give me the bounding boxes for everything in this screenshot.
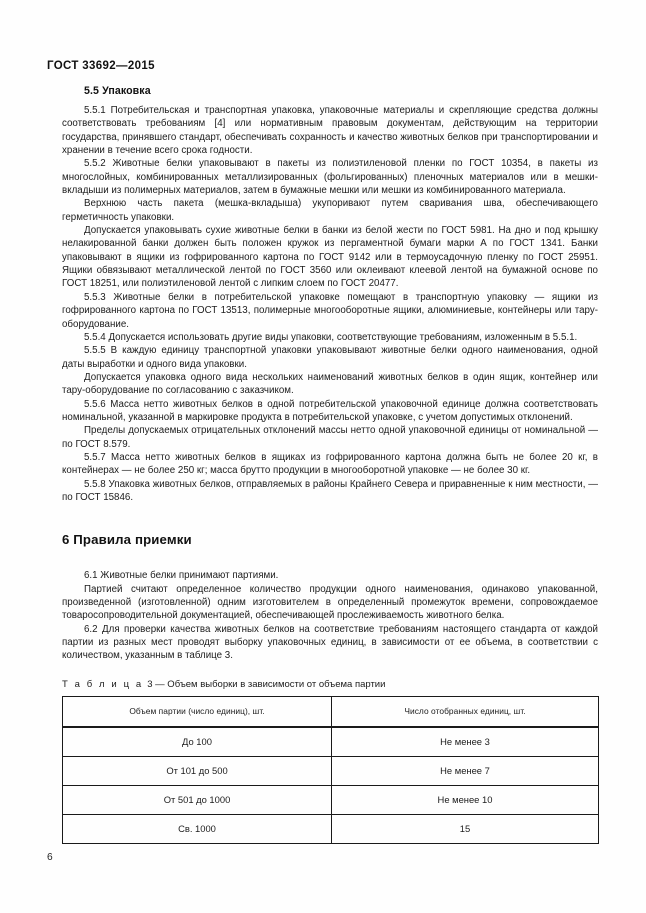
- cell-batch-volume: От 101 до 500: [63, 756, 332, 785]
- paragraph-tinplate-cans: Допускается упаковывать сухие животные белки в банки из белой жести по ГОСТ 5981. На дно и под крышку нелакированной банки должен быть положен кружок из пергаментной бумаги марки А по ГОСТ 1341. Банки упаковывают в ящики из гофрированного картона по ГОСТ 9142 или в термоусадочную пленку по ГОСТ 25951. Ящики обвязывают металлической лентой по ГОСТ 3560 или оклеивают клеевой лентой на бумажной основе по ГОСТ 18251, или полиэтиленовой лентой с липким слоем по ГОСТ 20477.: [62, 225, 598, 290]
- table-caption-label: Т а б л и ц а: [62, 678, 144, 690]
- table-body: [63, 727, 599, 844]
- cell-selected-units: 15: [332, 814, 599, 843]
- table-sampling-volume: [62, 696, 599, 844]
- paragraph-5-5-5: 5.5.5 В каждую единицу транспортной упаковки упаковывают животные белки одного наименования, одной даты выработки и одного вида упаковки.: [62, 345, 598, 370]
- page-content: [62, 85, 598, 844]
- paragraph-5-5-4: 5.5.4 Допускается использовать другие виды упаковки, соответствующие требованиям, изложенным в 5.5.1.: [84, 331, 578, 343]
- table-row: [63, 785, 599, 814]
- spacer-before-section-6: [62, 504, 598, 532]
- paragraph-5-5-3: 5.5.3 Животные белки в потребительской упаковке помещают в транспортную упаковку — ящики из гофрированного картона по ГОСТ 13513, полимерные многооборотные ящики, алюминиевые, контейнеры или тару-оборудование.: [62, 291, 598, 330]
- paragraph-5-5-1: 5.5.1 Потребительская и транспортная упаковка, упаковочные материалы и скрепляющие средства должны соответствовать требованиям [4] или нормативным правовым документам, действующим на территории государства, принявшего стандарт, обеспечивать сохранность и качество животных белков при транспортировании и хранении в течение всего срока годности.: [62, 105, 598, 157]
- paragraph-6-1: 6.1 Животные белки принимают партиями.: [84, 570, 279, 582]
- paragraph-negative-deviations: Пределы допускаемых отрицательных отклонений массы нетто одной упаковочной единицы от номинальной — по ГОСТ 8.579.: [62, 425, 598, 450]
- paragraph-batch-definition: Партией считают определенное количество продукции одного наименования, одинаково упакованной, произведенной (изготовленной) одним изготовителем в определенный промежуток времени, сопровождаемое товаросопроводительной документацией, обеспечивающей прослеживаемость животного белка.: [62, 583, 598, 622]
- cell-selected-units: Не менее 3: [332, 727, 599, 757]
- paragraph-5-5-6: 5.5.6 Масса нетто животных белков в одной потребительской упаковочной единице должна соответствовать номинальной, указанной в маркировке продукта в потребительской упаковке, с учетом допустимых отклонений.: [62, 398, 598, 423]
- paragraph-5-5-2: 5.5.2 Животные белки упаковывают в пакеты из полиэтиленовой пленки по ГОСТ 10354, в пакеты из многослойных, комбинированных металлизированных (фольгированных) пленочных материалов или в мешки-вкладыши из полимерных материалов, затем в бумажные мешки или мешки из комбинированного материала.: [62, 158, 598, 197]
- cell-selected-units: Не менее 7: [332, 756, 599, 785]
- heading-acceptance-rules: 6 Правила приемки: [62, 532, 192, 548]
- spacer-after-section-6-heading: [62, 547, 598, 569]
- table-header: [63, 696, 599, 727]
- table-row: [63, 727, 599, 757]
- cell-selected-units: Не менее 10: [332, 785, 599, 814]
- running-head: ГОСТ 33692—2015: [47, 60, 155, 72]
- paragraph-5-5-8: 5.5.8 Упаковка животных белков, отправляемых в районы Крайнего Севера и приравненные к ним местности, — по ГОСТ 15846.: [62, 478, 598, 503]
- paragraph-5-5-7: 5.5.7 Масса нетто животных белков в ящиках из гофрированного картона должна быть не более 20 кг, в контейнерах — не более 250 кг; масса брутто продукции в многооборотной упаковке — не более 30 кг.: [62, 451, 598, 477]
- heading-packaging: 5.5 Упаковка: [84, 85, 151, 97]
- column-header-batch-volume: Объем партии (число единиц), шт.: [63, 696, 332, 727]
- table-header-row: [63, 696, 599, 727]
- paragraph-6-2: 6.2 Для проверки качества животных белков на соответствие требованиям настоящего стандарта от каждой партии из разных мест проводят выборку упаковочных единиц, в зависимости от ее объема, в соответствии с количеством, указанным в таблице 3.: [62, 623, 598, 662]
- table-caption: [62, 679, 598, 690]
- spacer-before-table: [62, 663, 598, 679]
- cell-batch-volume: От 501 до 1000: [63, 785, 332, 814]
- table-row: [63, 756, 599, 785]
- paragraph-mixed-names: Допускается упаковка одного вида нескольких наименований животных белков в один ящик, контейнер или тару-оборудование по согласованию с заказчиком.: [62, 371, 598, 397]
- cell-batch-volume: Св. 1000: [63, 814, 332, 843]
- table-row: [63, 814, 599, 843]
- cell-batch-volume: До 100: [63, 727, 332, 757]
- column-header-selected-units: Число отобранных единиц, шт.: [332, 696, 599, 727]
- page-number: 6: [47, 852, 53, 863]
- table-caption-text: 3 — Объем выборки в зависимости от объема партии: [147, 678, 386, 690]
- paragraph-seam-sealing: Верхнюю часть пакета (мешка-вкладыша) укупоривают путем сваривания шва, обеспечивающего герметичность упаковки.: [62, 198, 598, 223]
